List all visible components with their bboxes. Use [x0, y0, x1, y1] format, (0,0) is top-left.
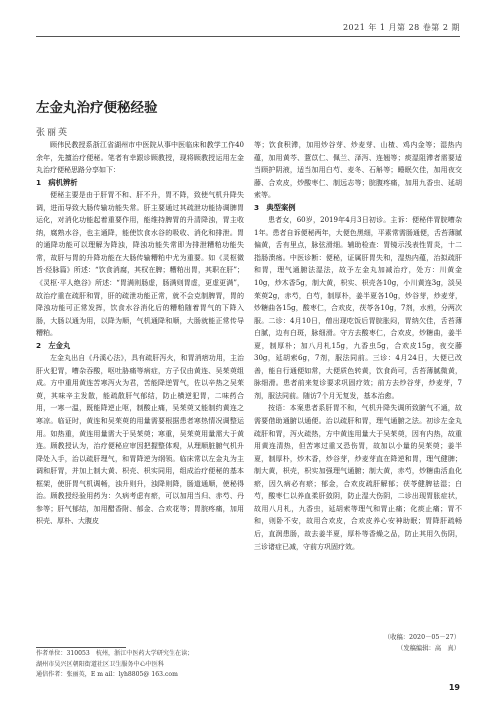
section-heading: 2 左金丸	[36, 340, 71, 350]
article-title: 左金丸治疗便秘经验	[36, 100, 158, 116]
body-paragraph: 顾伟民教授系浙江省湖州市中医院从事中医临床和教学工作40余年，先擅治疗便秘。笔者有幸跟诊顾教授，现将顾教授运用左金丸治疗便秘思路分享如下：	[36, 141, 244, 175]
author-footnote	[36, 649, 248, 681]
received-date: （收稿：2020－05－27）	[383, 634, 460, 641]
body-paragraph: 便秘主要是由于肝胃不和、肝不升，胃不降，致使气机升降失调，进而导致大肠传输功能失常。肝主要通过其疏泄功能协调脾胃运化，对消化功能起着重要作用，能维持脾胃的升清降浊，胃主收纳，腐熟水谷，也主通降，能使饮食水谷的吸收、消化和排泄。胃的通降功能可以理解为降浊，降浊功能失常即为排泄糟粕功能失常，故肝与胃的升降功能在大肠传输糟粕中尤为重要。如《灵枢微旨·经脉篇》所述：“饮食消腐，其权在脾；糟粕出胃，其职在肝”；《灵枢·平人绝谷》所述：“胃满则肠虚，肠满则胃虚，更虚更满”，故治疗重在疏肝和胃，肝的疏泄功能正常，就不会克制脾胃，胃的降浊功能可正常发挥，饮食水谷消化后的糟粕随着胃气的下降入肠，大肠以通为用，以降为顺，气机通降和顺，大肠就能正常传导糟粕。	[36, 191, 244, 338]
section-heading: 1 病机辨析	[36, 177, 78, 187]
footnote-affiliation-cont: 湖州市吴兴区朝阳街道社区卫生服务中心中医科	[36, 660, 164, 668]
body-paragraph: 左金丸出自《丹溪心法》，具有疏肝泻火，和胃消痞功用，主治肝火犯胃，嘈杂吞酸，呕吐胁痛等病症，方子仅由黄连、吴茱萸组成。方中重用黄连苦寒泻火为君，苦能降逆胃气，佐以辛热之吴茱萸，其味辛主发散，能疏散肝气郁结，防止横逆犯胃，二味药合用，一寒一温，既能降逆止呕，制酸止痛，吴茱萸又能制约黄连之寒凉。临证时，黄连和吴茱萸的用量需要根据患者寒热情况调整运用。如热重，黄连用量需大于吴茱萸；寒重，吴茱萸用量需大于黄连。顾教授认为，治疗便秘应审因把握整体观，从理顺脏腑气机升降处入手，治以疏肝理气，和胃降逆为纲领。临床常以左金丸为主调和肝胃，并加上制大黄、枳壳、枳实同用，组成治疗便秘的基本框架，使肝胃气机调畅，浊升则升，浊降则降，肠道通顺，使秘得治。顾教授经验用药为：久病考虑有瘀，可以加用当归、赤芍、丹参等；肝气郁结，加用醋香附、郁金、合欢花等；胃脘疼痛，加用枳壳、厚朴、大腹皮	[36, 354, 244, 526]
header-rule	[36, 36, 460, 37]
left-column	[36, 139, 244, 617]
article-author: 张丽英	[36, 128, 70, 138]
running-header	[36, 22, 460, 34]
editor-credit: （发稿编辑：高 真）	[397, 645, 460, 652]
section-heading: 3 典型案例	[254, 202, 296, 212]
body-paragraph: 患者女，60岁，2019年4月3日初诊。主诉：便秘伴胃脘嘈杂1年。患者自诉便秘两年，大便色黑细，平素常需肠通便，舌苔薄腻偏黄，舌有里点，脉弦滑细。辅助检查：胃镜示浅表性胃炎，十二指肠溃疡。中医诊断：便秘，证属肝胃失和，湿热内蕴，治拟疏肝和胃，理气通腑法湿法，故予左金丸加减治疗，处方：川黄金10g，炒木香5g，制大黄，枳实、枳壳各10g，小川黄连3g，淡吴茱萸2g，赤芍，白芍，制厚朴，姜半夏各10g，炒谷芽，炒麦芽，炒糖曲各15g，酸枣仁，合欢皮，茯苓各10g，7剂，水煎，分两次服。二诊：4月10日，僧出现吃饭后胃脘胀闷，胃纳欠佳，舌苔薄白腻，边有白斑，脉细滑。守方去酸枣仁，合欢皮，炒糖曲，姜半夏，制厚朴；加八月札15g，九香虫5g，合欢皮15g，夜交藤30g，延胡索6g，7剂，服法同前。三诊：4月24日，大便已改善，能自行通便如常，大便质色转黄，饮食尚可，舌苔薄腻微黄，脉细滑。患者前来复诊要求巩固疗效；前方去炒谷芽，炒麦芽，7剂，服法同前。随访7个月无复发，基本治愈。	[254, 216, 462, 400]
journal-issue: 2021 年 1 月第 28 卷第 2 期	[342, 23, 460, 32]
right-column	[254, 139, 462, 638]
footnote-rule	[36, 647, 126, 648]
body-paragraph: 等；饮食积滞，加用炒谷芽、炒麦芽、山楂、鸡内金等；湿热内蕴，加用黄芩、薏苡仁、佩兰、泽泻、连翘等；痰湿阻滞者需要适当顾护阴液，适当加用白芍、麦冬、石斛等；睡眠欠佳，加用夜交藤、合欢皮，炒酸枣仁、制远志等；脘腹疼痛，加用九香虫、延胡索等。	[254, 141, 462, 200]
page-number: 19	[448, 683, 460, 692]
footnote-corresponding: 通信作者：张丽英，E m ail：lyh8805@ 163.com	[36, 671, 178, 678]
body-paragraph: 按语：本案患者系肝胃不和，气机升降失调所致腑气不通，故需要借助通腑以通便。治以疏肝和胃，理气通腑之法。初诊左金丸疏肝和胃，泻火疏热，方中黄连用量大于吴茱萸，因有内热，故重用黄连清热，但苦寒过重又恐伤胃，故加以小量的吴茱萸；姜半夏，制厚朴，炒木香，炒谷芽，炒麦芽直在降逆和胃，理气健脾；制大黄，枳壳，枳实加强理气通腑；制大黄，赤芍，炒糖曲活血化瘀，因久病必有瘀；郁金，合欢皮疏肝解郁；茯苓健脾祛湿；白芍，酸枣仁以养血柔肝敛阴，防止湿大伤阴，二诊出现胃胀症状，故用八月札，九香虫，延胡索等理气和胃止痛；化痰止痛；胃不和，则卧不安，故用合欢皮，合欢皮养心安神助眠；胃降肝疏畅后，直润患肠，故去姜半夏，厚朴等香燥之品，防止其用久伤阴，三诊诸症已减，守前方巩固疗效。	[254, 404, 462, 551]
footnote-affiliation: 作者单位：310053 杭州，浙江中医药大学研究生在读；	[36, 650, 194, 657]
